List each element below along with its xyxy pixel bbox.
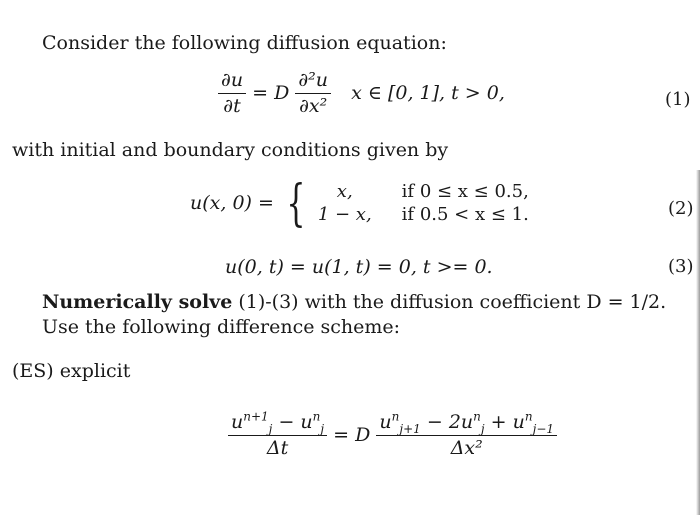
equation-1: [218, 70, 505, 118]
scheme-rhs-denominator: Δx²: [450, 436, 483, 459]
scheme-lhs-denominator: Δt: [266, 436, 289, 459]
eq1-equals: = D: [252, 81, 290, 104]
eq1-rhs-numerator: ∂²u: [295, 70, 331, 94]
eq1-number: (1): [665, 89, 691, 110]
eq2-cases: [318, 180, 539, 226]
eq1-rhs-fraction: [295, 70, 331, 118]
scheme-equals: = D: [333, 423, 371, 446]
eq1-domain: x ∈ [0, 1], t > 0,: [351, 81, 505, 104]
scheme-lhs-fraction: [228, 409, 327, 460]
page-edge-shadow: [696, 170, 700, 515]
case2-expression: 1 − x,: [317, 204, 372, 225]
instruction-line-1: [42, 291, 666, 313]
intro-text: Consider the following diffusion equation:: [42, 32, 447, 54]
case1-expression: x,: [336, 181, 353, 202]
eq2-lhs: u(x, 0) =: [190, 192, 274, 214]
case2-condition: if 0.5 < x ≤ 1.: [401, 204, 529, 225]
eq3-number: (3): [668, 256, 694, 277]
instruction-rest: (1)-(3) with the diffusion coefficient D = 1/2.: [232, 291, 667, 313]
instruction-line-2: Use the following difference scheme:: [42, 316, 401, 338]
equation-3: u(0, t) = u(1, t) = 0, t >= 0.: [225, 256, 493, 278]
case1-condition: if 0 ≤ x ≤ 0.5,: [401, 181, 529, 202]
scheme-rhs-fraction: [376, 409, 557, 460]
eq2-number: (2): [668, 198, 694, 219]
scheme-label: (ES) explicit: [12, 360, 131, 382]
instruction-bold: Numerically solve: [42, 291, 233, 313]
eq1-lhs-denominator: ∂t: [223, 94, 241, 117]
scheme-lhs-numerator: $u^{n+1}_j - u^n_j$: [228, 412, 327, 436]
conditions-intro: with initial and boundary conditions given by: [12, 139, 449, 161]
equation-2: [190, 174, 539, 232]
left-brace-icon: {: [286, 174, 306, 232]
eq1-rhs-denominator: ∂x²: [299, 94, 328, 117]
eq1-lhs-numerator: ∂u: [218, 70, 246, 94]
scheme-rhs-numerator: $u^n_{j+1} - 2u^n_j + u^n_{j-1}$: [376, 412, 557, 436]
difference-scheme: [228, 409, 557, 460]
eq1-lhs-fraction: [218, 70, 246, 118]
